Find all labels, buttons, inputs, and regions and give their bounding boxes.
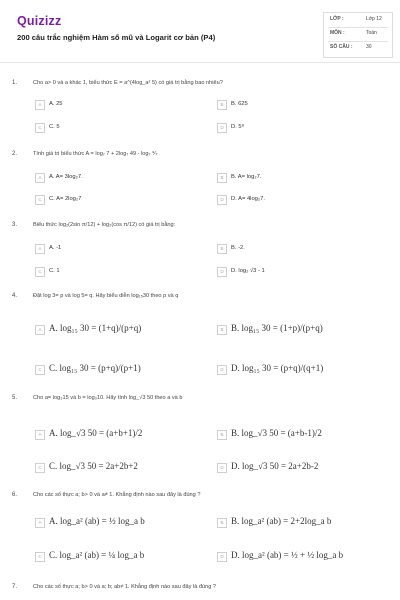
option-text: B. A= log₂7.: [231, 174, 262, 180]
option-letter: B: [217, 100, 227, 110]
option-letter: C: [35, 552, 45, 562]
option-text: C. log_a² (ab) = ¼ log_a b: [49, 550, 145, 560]
worksheet-header: [0, 0, 400, 62]
question-text: Biểu thức log₂(2sin π/12) + log₂(cos π/12) có giá trị bằng:: [33, 222, 176, 228]
option-text: B. -2.: [231, 245, 245, 251]
header-divider: [0, 62, 400, 63]
meta-row-count: [330, 44, 390, 56]
option-letter: B: [217, 325, 227, 335]
meta-value: Toán: [366, 30, 377, 36]
option-text: C. log₁₅ 30 = (p+q)/(p+1): [49, 363, 141, 373]
question-number: 5.: [12, 395, 18, 401]
option-text: A. log₁₅ 30 = (1+q)/(p+q): [49, 323, 142, 333]
option-text: C. log_√3 50 = 2a+2b+2: [49, 461, 138, 471]
option-text: D. log₂ √3 - 1: [231, 268, 265, 274]
meta-value: 30: [366, 44, 372, 50]
option-letter: B: [217, 518, 227, 528]
question-number: 2.: [12, 151, 18, 157]
question-number: 3.: [12, 222, 18, 228]
option-letter: D: [217, 552, 227, 562]
option-letter: D: [217, 195, 227, 205]
question-number: 6.: [12, 492, 18, 498]
option-letter: A: [35, 325, 45, 335]
option-text: C. 1: [49, 268, 60, 274]
option-letter: B: [217, 173, 227, 183]
option-letter: A: [35, 173, 45, 183]
option-text: D. log_√3 50 = 2a+2b-2: [231, 461, 319, 471]
meta-divider: [328, 27, 388, 28]
option-text: A. -1: [49, 245, 62, 251]
option-letter: C: [35, 267, 45, 277]
option-letter: D: [217, 463, 227, 473]
option-letter: D: [217, 267, 227, 277]
option-text: B. log_√3 50 = (a+b-1)/2: [231, 428, 322, 438]
option-text: C. A= 2log₂7: [49, 196, 82, 202]
question-number: 7.: [12, 584, 18, 590]
option-letter: C: [35, 365, 45, 375]
question-number: 1.: [12, 80, 18, 86]
option-text: A. A= 3log₂7.: [49, 174, 83, 180]
option-letter: D: [217, 365, 227, 375]
question-text: Cho a> 0 và a khác 1, biểu thức E = a^(4log_a² 5) có giá trị bằng bao nhiêu?: [33, 80, 223, 86]
meta-label: SỐ CÂU :: [330, 44, 353, 50]
question-text: Cho các số thực a; b> 0 và a; b; ab≠ 1. Khẳng định nào sau đây là đúng ?: [33, 584, 216, 590]
option-text: D. A= 4log₂7.: [231, 196, 265, 202]
question-text: Tính giá trị biểu thức A = log₇ 7 + 2log₇ 49 - log₇ ⅐: [33, 151, 158, 157]
question-text: Cho a= log₃15 và b = log₃10. Hãy tính log_√3 50 theo a và b: [33, 395, 183, 401]
option-letter: C: [35, 195, 45, 205]
option-letter: A: [35, 244, 45, 254]
question-number: 4.: [12, 293, 18, 299]
option-letter: C: [35, 123, 45, 133]
option-text: C. 5: [49, 124, 60, 130]
meta-label: LỚP :: [330, 16, 344, 22]
option-letter: B: [217, 430, 227, 440]
option-text: D. log_a² (ab) = ½ + ½ log_a b: [231, 550, 344, 560]
quizizz-logo: Quizizz: [17, 14, 62, 28]
option-letter: A: [35, 518, 45, 528]
question-text: Đặt log 3= p và log 5= q. Hãy biểu diễn log₁₅30 theo p và q: [33, 293, 179, 299]
option-text: D. log₁₅ 30 = (p+q)/(q+1): [231, 363, 324, 373]
meta-label: MÔN :: [330, 30, 345, 36]
meta-divider: [328, 41, 388, 42]
worksheet-title: 200 câu trắc nghiệm Hàm số mũ và Logarit cơ bản (P4): [17, 33, 216, 42]
option-text: B. log₁₅ 30 = (1+p)/(p+q): [231, 323, 323, 333]
meta-value: Lớp 12: [366, 16, 382, 22]
option-letter: D: [217, 123, 227, 133]
meta-box: [323, 12, 393, 58]
option-text: B. log_a² (ab) = 2+2log_a b: [231, 516, 332, 526]
option-letter: A: [35, 430, 45, 440]
option-letter: C: [35, 463, 45, 473]
option-letter: A: [35, 100, 45, 110]
option-text: A. log_a² (ab) = ½ log_a b: [49, 516, 145, 526]
option-text: D. 5⁸: [231, 124, 245, 130]
option-text: A. 25: [49, 101, 63, 107]
option-letter: B: [217, 244, 227, 254]
option-text: B. 625: [231, 101, 248, 107]
question-text: Cho các số thực a; b> 0 và a≠ 1. Khẳng định nào sau đây là đúng ?: [33, 492, 201, 498]
option-text: A. log_√3 50 = (a+b+1)/2: [49, 428, 143, 438]
